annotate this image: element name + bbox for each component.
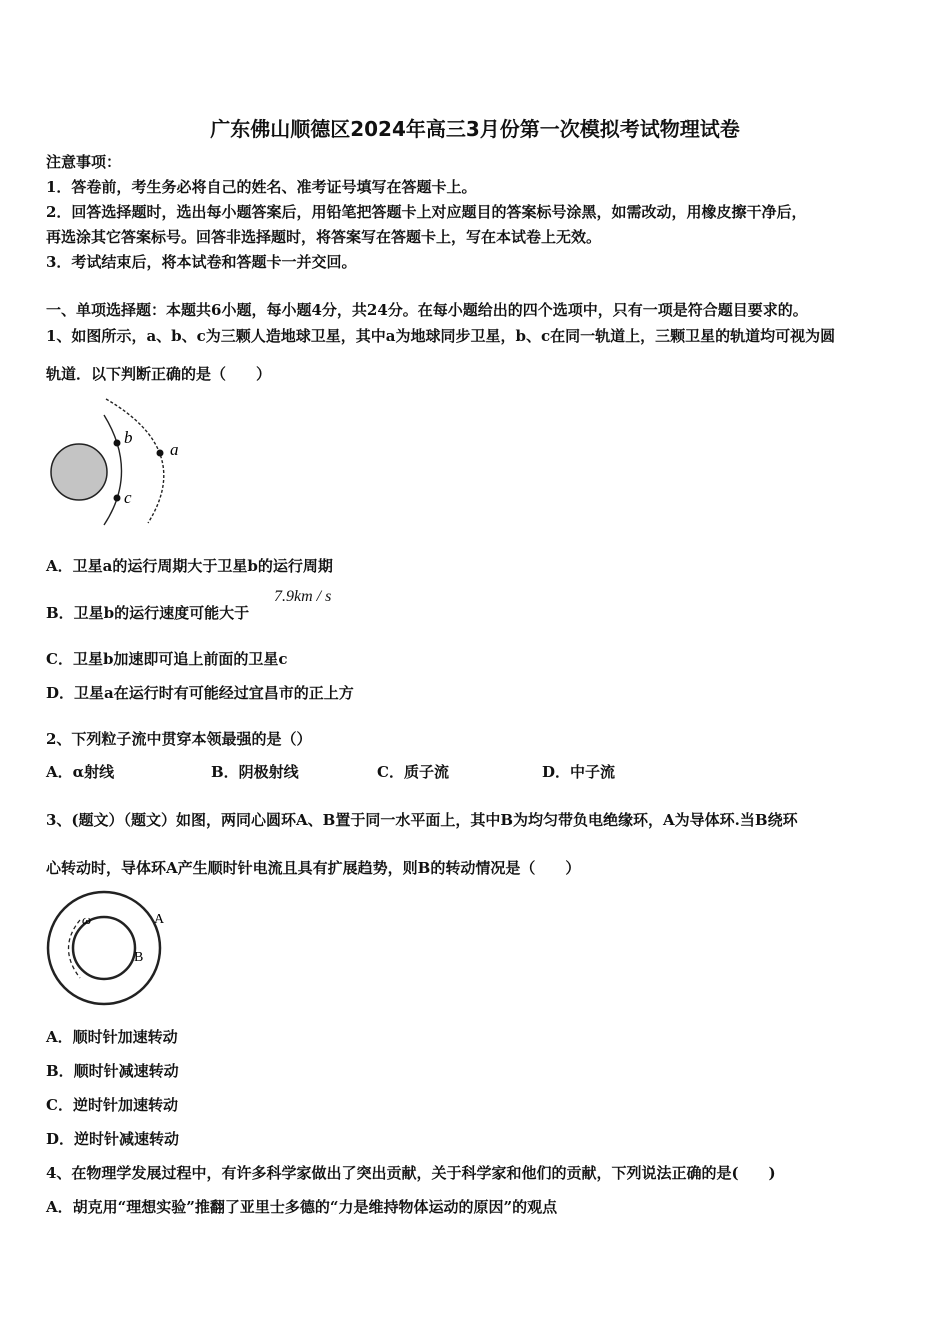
ring-a xyxy=(48,892,160,1004)
q1-option-a: A．卫星a的运行周期大于卫星b的运行周期 xyxy=(46,557,333,575)
q3-rings-figure xyxy=(44,888,174,1008)
satellite-a-dot xyxy=(157,450,164,457)
notice-item-3: 3．考试结束后，将本试卷和答题卡一并交回。 xyxy=(46,253,357,271)
q3-option-d: D．逆时针减速转动 xyxy=(46,1130,180,1148)
q4-stem: 4、在物理学发展过程中，有许多科学家做出了突出贡献，关于科学家和他们的贡献，下列说法正确的是( ) xyxy=(46,1164,776,1182)
q1-stem-line1: 1、如图所示，a、b、c为三颗人造地球卫星，其中a为地球同步卫星，b、c在同一轨道上，三颗卫星的轨道均可视为圆 xyxy=(46,327,836,345)
q3-option-c: C．逆时针加速转动 xyxy=(46,1096,178,1114)
q2-option-c: C．质子流 xyxy=(377,763,449,781)
q3-stem-line2: 心转动时，导体环A产生顺时针电流且具有扩展趋势，则B的转动情况是（ ） xyxy=(46,859,581,877)
notice-item-2b: 再选涂其它答案标号。回答非选择题时，将答案写在答题卡上，写在本试卷上无效。 xyxy=(46,228,602,246)
q2-stem: 2、下列粒子流中贯穿本领最强的是（） xyxy=(46,730,312,748)
q1-option-b-value: 7.9km / s xyxy=(274,588,332,605)
page-title: 广东佛山顺德区2024年高三3月份第一次模拟考试物理试卷 xyxy=(210,117,740,141)
q1-option-d: D．卫星a在运行时有可能经过宜昌市的正上方 xyxy=(46,684,354,702)
notice-heading: 注意事项： xyxy=(46,153,122,171)
label-c: c xyxy=(124,488,132,507)
q1-option-b: B．卫星b的运行速度可能大于 xyxy=(46,604,250,622)
q2-option-a: A．α射线 xyxy=(46,763,115,781)
label-ring-a: A xyxy=(154,912,165,927)
q1-stem-line2: 轨道．以下判断正确的是（ ） xyxy=(46,365,272,383)
q3-option-a: A．顺时针加速转动 xyxy=(46,1028,178,1046)
q2-option-d: D．中子流 xyxy=(542,763,616,781)
notice-item-1: 1．答卷前，考生务必将自己的姓名、准考证号填写在答题卡上。 xyxy=(46,178,477,196)
satellite-b-dot xyxy=(114,440,121,447)
q4-option-a: A．胡克用“理想实验”推翻了亚里士多德的“力是维持物体运动的原因”的观点 xyxy=(46,1198,558,1216)
q3-stem-line1: 3、(题文）（题文）如图，两同心圆环A、B置于同一水平面上，其中B为均匀带负电绝缘环，A为导体环.当B绕环 xyxy=(46,811,798,829)
notice-item-2a: 2．回答选择题时，选出每小题答案后，用铅笔把答题卡上对应题目的答案标号涂黑，如需改动，用橡皮擦干净后， xyxy=(46,203,807,221)
q3-option-b: B．顺时针减速转动 xyxy=(46,1062,179,1080)
section-heading: 一、单项选择题：本题共6小题，每小题4分，共24分。在每小题给出的四个选项中，只有一项是符合题目要求的。 xyxy=(46,301,808,319)
label-ring-b: B xyxy=(134,950,144,965)
label-b: b xyxy=(124,428,133,447)
q2-option-b: B．阴极射线 xyxy=(211,763,299,781)
satellite-c-dot xyxy=(114,495,121,502)
q1-option-c: C．卫星b加速即可追上前面的卫星c xyxy=(46,650,288,668)
q1-satellite-figure xyxy=(44,395,204,530)
label-a: a xyxy=(170,440,179,459)
earth-circle xyxy=(51,444,107,500)
label-omega: ω xyxy=(82,912,92,927)
